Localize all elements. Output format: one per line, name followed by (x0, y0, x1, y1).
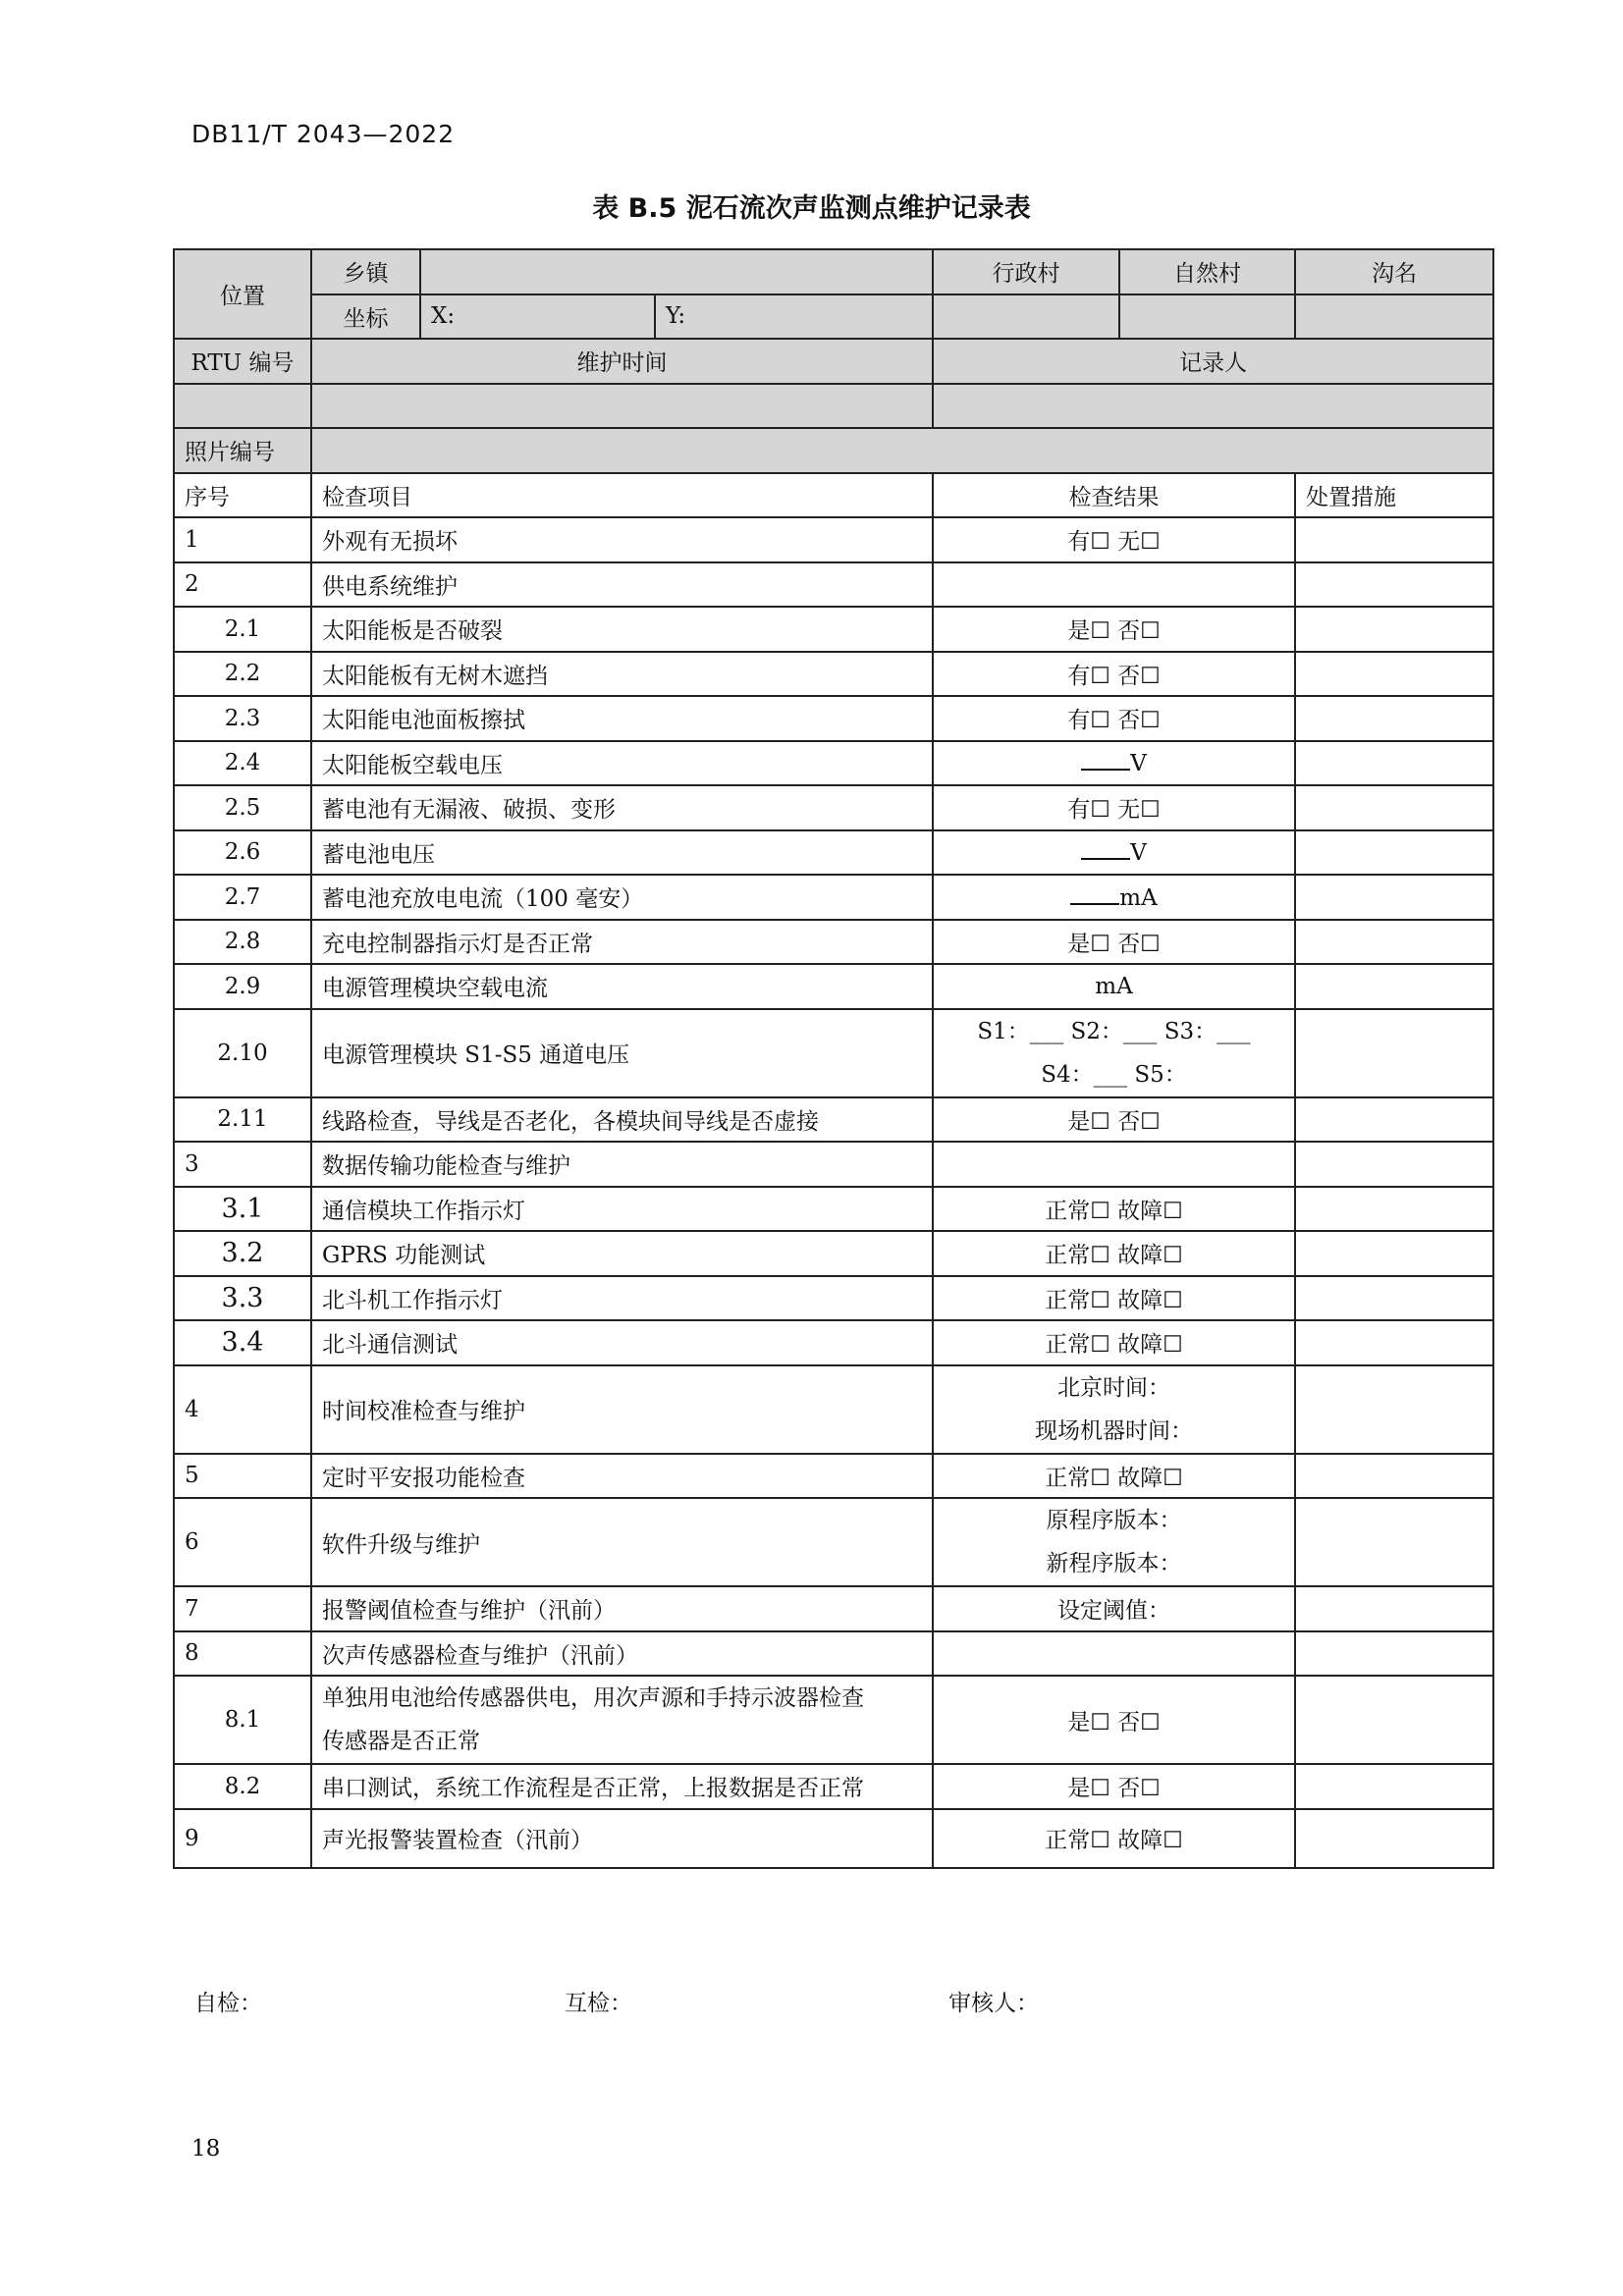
row-seq: 2.6 (174, 830, 311, 876)
position-label: 位置 (174, 249, 311, 339)
row-seq: 2.5 (174, 785, 311, 830)
row-item: 数据传输功能检查与维护 (311, 1142, 933, 1187)
row-item: GPRS 功能测试 (311, 1231, 933, 1276)
row-seq: 3 (174, 1142, 311, 1187)
row-result[interactable]: 是☐ 否☐ (933, 1097, 1295, 1143)
coordinates-label: 坐标 (311, 294, 420, 340)
row-action[interactable] (1295, 696, 1493, 741)
beijing-time-label: 北京时间： (1057, 1374, 1170, 1401)
row-seq: 5 (174, 1454, 311, 1499)
row-action[interactable] (1295, 1764, 1493, 1809)
row-seq: 8 (174, 1631, 311, 1677)
row-item: 定时平安报功能检查 (311, 1454, 933, 1499)
table-row (174, 1320, 1493, 1365)
row-action[interactable] (1295, 517, 1493, 562)
row-item: 蓄电池充放电电流（100 毫安） (311, 875, 933, 920)
row-action[interactable] (1295, 1586, 1493, 1631)
row-item-line-1: 单独用电池给传感器供电，用次声源和手持示波器检查 (322, 1685, 864, 1711)
voltage-line-1: S1：___ S2：___ S3：___ (977, 1018, 1251, 1044)
row-item: 外观有无损坏 (311, 517, 933, 562)
row-result[interactable]: 正常☐ 故障☐ (933, 1809, 1295, 1868)
row-result[interactable] (933, 1009, 1295, 1097)
row-item-line-2: 传感器是否正常 (322, 1729, 480, 1754)
row-item: 充电控制器指示灯是否正常 (311, 920, 933, 965)
recorder-label: 记录人 (933, 339, 1493, 384)
table-row (174, 1454, 1493, 1499)
row-seq: 2.2 (174, 652, 311, 697)
row-result[interactable]: 有☐ 无☐ (933, 785, 1295, 830)
maintenance-record-table (173, 248, 1494, 1869)
row-result[interactable]: 是☐ 否☐ (933, 1676, 1295, 1764)
row-action[interactable] (1295, 1676, 1493, 1764)
row-seq: 6 (174, 1498, 311, 1586)
row-result[interactable]: 是☐ 否☐ (933, 1764, 1295, 1809)
row-item: 声光报警装置检查（汛前） (311, 1809, 933, 1868)
row-action[interactable] (1295, 920, 1493, 965)
gully-name-label: 沟名 (1295, 249, 1493, 294)
row-seq: 9 (174, 1809, 311, 1868)
row-item: 北斗机工作指示灯 (311, 1276, 933, 1321)
natural-village-label: 自然村 (1119, 249, 1295, 294)
row-item: 报警阈值检查与维护（汛前） (311, 1586, 933, 1631)
row-result[interactable] (933, 741, 1295, 786)
table-row (174, 1764, 1493, 1809)
row-result[interactable] (933, 830, 1295, 876)
row-result[interactable] (933, 875, 1295, 920)
old-version-label: 原程序版本： (1046, 1508, 1182, 1533)
admin-village-label: 行政村 (933, 249, 1119, 294)
recorder-value[interactable] (933, 384, 1493, 429)
row-item: 太阳能板有无树木遮挡 (311, 652, 933, 697)
row-item: 通信模块工作指示灯 (311, 1187, 933, 1232)
row-action[interactable] (1295, 1187, 1493, 1232)
table-row (174, 1187, 1493, 1232)
row-action[interactable] (1295, 1454, 1493, 1499)
row-result[interactable]: 设定阈值： (933, 1586, 1295, 1631)
row-seq: 4 (174, 1365, 311, 1454)
row-seq: 2.8 (174, 920, 311, 965)
gully-name-value[interactable] (1295, 294, 1493, 340)
row-result[interactable]: 是☐ 否☐ (933, 607, 1295, 652)
col-action-header: 处置措施 (1295, 473, 1493, 518)
mutual-check-label: 互检： (565, 1991, 632, 2016)
row-action[interactable] (1295, 964, 1493, 1009)
table-row (174, 1809, 1493, 1868)
admin-village-value[interactable] (933, 294, 1119, 340)
col-seq-header: 序号 (174, 473, 311, 518)
table-row (174, 652, 1493, 697)
row-seq: 2.4 (174, 741, 311, 786)
table-row (174, 830, 1493, 876)
row-action[interactable] (1295, 875, 1493, 920)
township-label: 乡镇 (311, 249, 420, 294)
row-action[interactable] (1295, 1142, 1493, 1187)
table-row (174, 1631, 1493, 1677)
row-action[interactable] (1295, 1498, 1493, 1586)
row-action[interactable] (1295, 1320, 1493, 1365)
maint-time-label: 维护时间 (311, 339, 933, 384)
row-seq: 2.7 (174, 875, 311, 920)
row-action[interactable] (1295, 1097, 1493, 1143)
row-item: 线路检查，导线是否老化，各模块间导线是否虚接 (311, 1097, 933, 1143)
row-item: 时间校准检查与维护 (311, 1365, 933, 1454)
new-version-label: 新程序版本： (1046, 1551, 1182, 1576)
table-row (174, 875, 1493, 920)
row-result[interactable]: 正常☐ 故障☐ (933, 1187, 1295, 1232)
row-item: 北斗通信测试 (311, 1320, 933, 1365)
unit-label: mA (1119, 884, 1158, 911)
photo-no-label: 照片编号 (174, 428, 311, 473)
site-time-label: 现场机器时间： (1035, 1417, 1193, 1444)
table-row (174, 1231, 1493, 1276)
row-result[interactable] (933, 1365, 1295, 1454)
row-result[interactable]: 有☐ 无☐ (933, 517, 1295, 562)
row-seq: 3.4 (174, 1320, 311, 1365)
x-coordinate-field[interactable]: X: (420, 294, 655, 340)
table-row (174, 607, 1493, 652)
row-action[interactable] (1295, 1809, 1493, 1868)
table-row (174, 1365, 1493, 1454)
row-action[interactable] (1295, 1009, 1493, 1097)
y-coordinate-field[interactable]: Y: (655, 294, 933, 340)
township-value[interactable] (420, 249, 933, 294)
maint-time-value[interactable] (311, 384, 933, 429)
row-item: 软件升级与维护 (311, 1498, 933, 1586)
table-row (174, 517, 1493, 562)
row-action[interactable] (1295, 562, 1493, 608)
row-action[interactable] (1295, 652, 1493, 697)
row-action[interactable] (1295, 1231, 1493, 1276)
reviewer-label: 审核人： (948, 1991, 1039, 2016)
col-item-header: 检查项目 (311, 473, 933, 518)
row-result[interactable] (933, 562, 1295, 608)
row-seq: 8.1 (174, 1676, 311, 1764)
table-row (174, 920, 1493, 965)
row-item: 供电系统维护 (311, 562, 933, 608)
row-seq: 2.10 (174, 1009, 311, 1097)
row-action[interactable] (1295, 741, 1493, 786)
rtu-no-label: RTU 编号 (174, 339, 311, 384)
unit-label: V (1130, 751, 1147, 777)
row-result[interactable] (933, 1142, 1295, 1187)
row-item: 太阳能电池面板擦拭 (311, 696, 933, 741)
row-action[interactable] (1295, 1276, 1493, 1321)
row-item: 太阳能板空载电压 (311, 741, 933, 786)
table-row (174, 1676, 1493, 1764)
row-action[interactable] (1295, 1365, 1493, 1454)
row-action[interactable] (1295, 830, 1493, 876)
row-seq: 2.9 (174, 964, 311, 1009)
row-seq: 8.2 (174, 1764, 311, 1809)
row-seq: 3.2 (174, 1231, 311, 1276)
row-seq: 2.3 (174, 696, 311, 741)
table-row (174, 1142, 1493, 1187)
row-result[interactable]: mA (933, 964, 1295, 1009)
table-row (174, 562, 1493, 608)
row-seq: 1 (174, 517, 311, 562)
row-result[interactable] (933, 1498, 1295, 1586)
self-check-label: 自检： (194, 1991, 262, 2016)
table-row (174, 1009, 1493, 1097)
row-seq: 2.1 (174, 607, 311, 652)
row-item (311, 1676, 933, 1764)
row-item: 电源管理模块空载电流 (311, 964, 933, 1009)
table-row (174, 964, 1493, 1009)
row-seq: 3.1 (174, 1187, 311, 1232)
row-seq: 7 (174, 1586, 311, 1631)
row-item: 次声传感器检查与维护（汛前） (311, 1631, 933, 1677)
row-item: 电源管理模块 S1-S5 通道电压 (311, 1009, 933, 1097)
row-result[interactable] (933, 1631, 1295, 1677)
unit-label: V (1130, 840, 1147, 867)
row-seq: 2.11 (174, 1097, 311, 1143)
row-item: 蓄电池有无漏液、破损、变形 (311, 785, 933, 830)
row-item: 蓄电池电压 (311, 830, 933, 876)
table-row (174, 1097, 1493, 1143)
rtu-no-value[interactable] (174, 384, 311, 429)
row-result[interactable]: 正常☐ 故障☐ (933, 1320, 1295, 1365)
row-action[interactable] (1295, 607, 1493, 652)
row-seq: 3.3 (174, 1276, 311, 1321)
photo-no-value[interactable] (311, 428, 1493, 473)
row-result[interactable]: 有☐ 否☐ (933, 652, 1295, 697)
table-row (174, 696, 1493, 741)
table-row (174, 785, 1493, 830)
table-row (174, 1586, 1493, 1631)
col-result-header: 检查结果 (933, 473, 1295, 518)
table-title: 表 B.5 泥石流次声监测点维护记录表 (592, 193, 1031, 224)
row-action[interactable] (1295, 1631, 1493, 1677)
row-item: 太阳能板是否破裂 (311, 607, 933, 652)
row-item: 串口测试，系统工作流程是否正常，上报数据是否正常 (311, 1764, 933, 1809)
doc-code: DB11/T 2043—2022 (191, 120, 456, 148)
table-row (174, 1498, 1493, 1586)
natural-village-value[interactable] (1119, 294, 1295, 340)
table-row (174, 1276, 1493, 1321)
voltage-line-2: S4：___ S5： (1041, 1061, 1187, 1088)
row-result[interactable]: 正常☐ 故障☐ (933, 1454, 1295, 1499)
row-result[interactable]: 正常☐ 故障☐ (933, 1276, 1295, 1321)
table-row (174, 741, 1493, 786)
page-number: 18 (191, 2136, 221, 2162)
row-seq: 2 (174, 562, 311, 608)
row-result[interactable]: 是☐ 否☐ (933, 920, 1295, 965)
row-result[interactable]: 有☐ 否☐ (933, 696, 1295, 741)
row-result[interactable]: 正常☐ 故障☐ (933, 1231, 1295, 1276)
row-action[interactable] (1295, 785, 1493, 830)
